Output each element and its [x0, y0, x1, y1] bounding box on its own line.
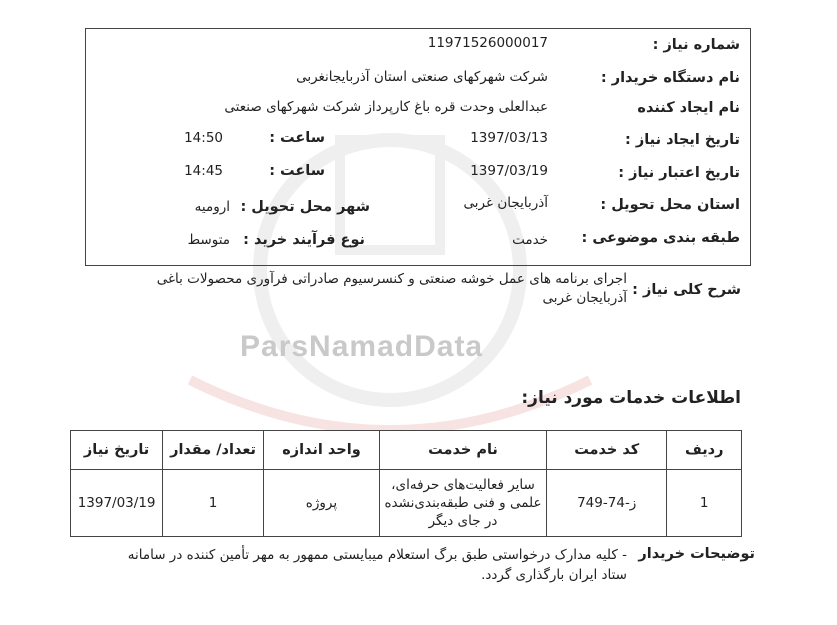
cell-quantity: 1: [163, 470, 264, 537]
services-title: اطلاعات خدمات مورد نیاز:: [521, 388, 741, 408]
valid-date: 1397/03/19: [470, 163, 548, 179]
header-box: [85, 28, 751, 266]
creator-label: نام ایجاد کننده: [637, 100, 740, 116]
category: خدمت: [512, 232, 548, 248]
buyer-label: نام دستگاه خریدار :: [600, 70, 740, 86]
city-label: شهر محل تحویل :: [240, 199, 370, 215]
valid-date-label: تاریخ اعتبار نیاز :: [618, 165, 740, 181]
created-date: 1397/03/13: [470, 130, 548, 146]
col-service-name: نام خدمت: [380, 431, 547, 470]
description-text: اجرای برنامه های عمل خوشه صنعتی و کنسرسیوم صادراتی فرآوری محصولات باغی آذربایجان غربی: [156, 271, 627, 306]
buyer-name: شرکت شهرکهای صنعتی استان آذربایجانغربی: [296, 69, 548, 85]
process-label: نوع فرآیند خرید :: [243, 232, 365, 248]
col-need-date: تاریخ نیاز: [71, 431, 163, 470]
city: ارومیه: [194, 199, 230, 215]
col-row-number: ردیف: [667, 431, 742, 470]
buyer-notes-label: توضیحات خریدار: [638, 546, 755, 562]
created-date-label: تاریخ ایجاد نیاز :: [625, 132, 740, 148]
watermark-brand: ParsNamadData: [240, 330, 484, 363]
process: متوسط: [187, 232, 230, 248]
cell-need-date: 1397/03/19: [71, 470, 163, 537]
cell-row-number: 1: [667, 470, 742, 537]
table-header-row: [71, 431, 742, 470]
province: آذربایجان غربی: [463, 195, 548, 211]
cell-service-name: سایر فعالیت‌های حرفه‌ای، علمی و فنی طبقه‌بندی‌نشده در جای دیگر: [380, 470, 547, 537]
cell-service-code: ز-74-749: [546, 470, 666, 537]
need-number-label: شماره نیاز :: [652, 37, 740, 53]
col-service-code: کد خدمت: [546, 431, 666, 470]
category-label: طبقه بندی موضوعی :: [581, 230, 740, 246]
buyer-notes-text: - کلیه مدارک درخواستی طبق برگ استعلام میبایستی ممهور به مهر تأمین کننده در سامانه ستاد ایران بارگذاری گردد.: [127, 547, 627, 583]
table-row: [71, 470, 742, 537]
created-time: 14:50: [184, 130, 223, 146]
created-time-label: ساعت :: [269, 130, 325, 146]
province-label: استان محل تحویل :: [600, 197, 740, 213]
valid-time: 14:45: [184, 163, 223, 179]
valid-time-label: ساعت :: [269, 163, 325, 179]
description-label: شرح کلی نیاز :: [632, 282, 741, 298]
need-number: 11971526000017: [427, 35, 548, 51]
cell-unit: پروژه: [263, 470, 379, 537]
col-unit: واحد اندازه: [263, 431, 379, 470]
creator-name: عبدالعلی وحدت قره باغ کارپرداز شرکت شهرکهای صنعتی: [224, 99, 548, 115]
col-quantity: تعداد/ مقدار: [163, 431, 264, 470]
services-table: [70, 430, 742, 537]
